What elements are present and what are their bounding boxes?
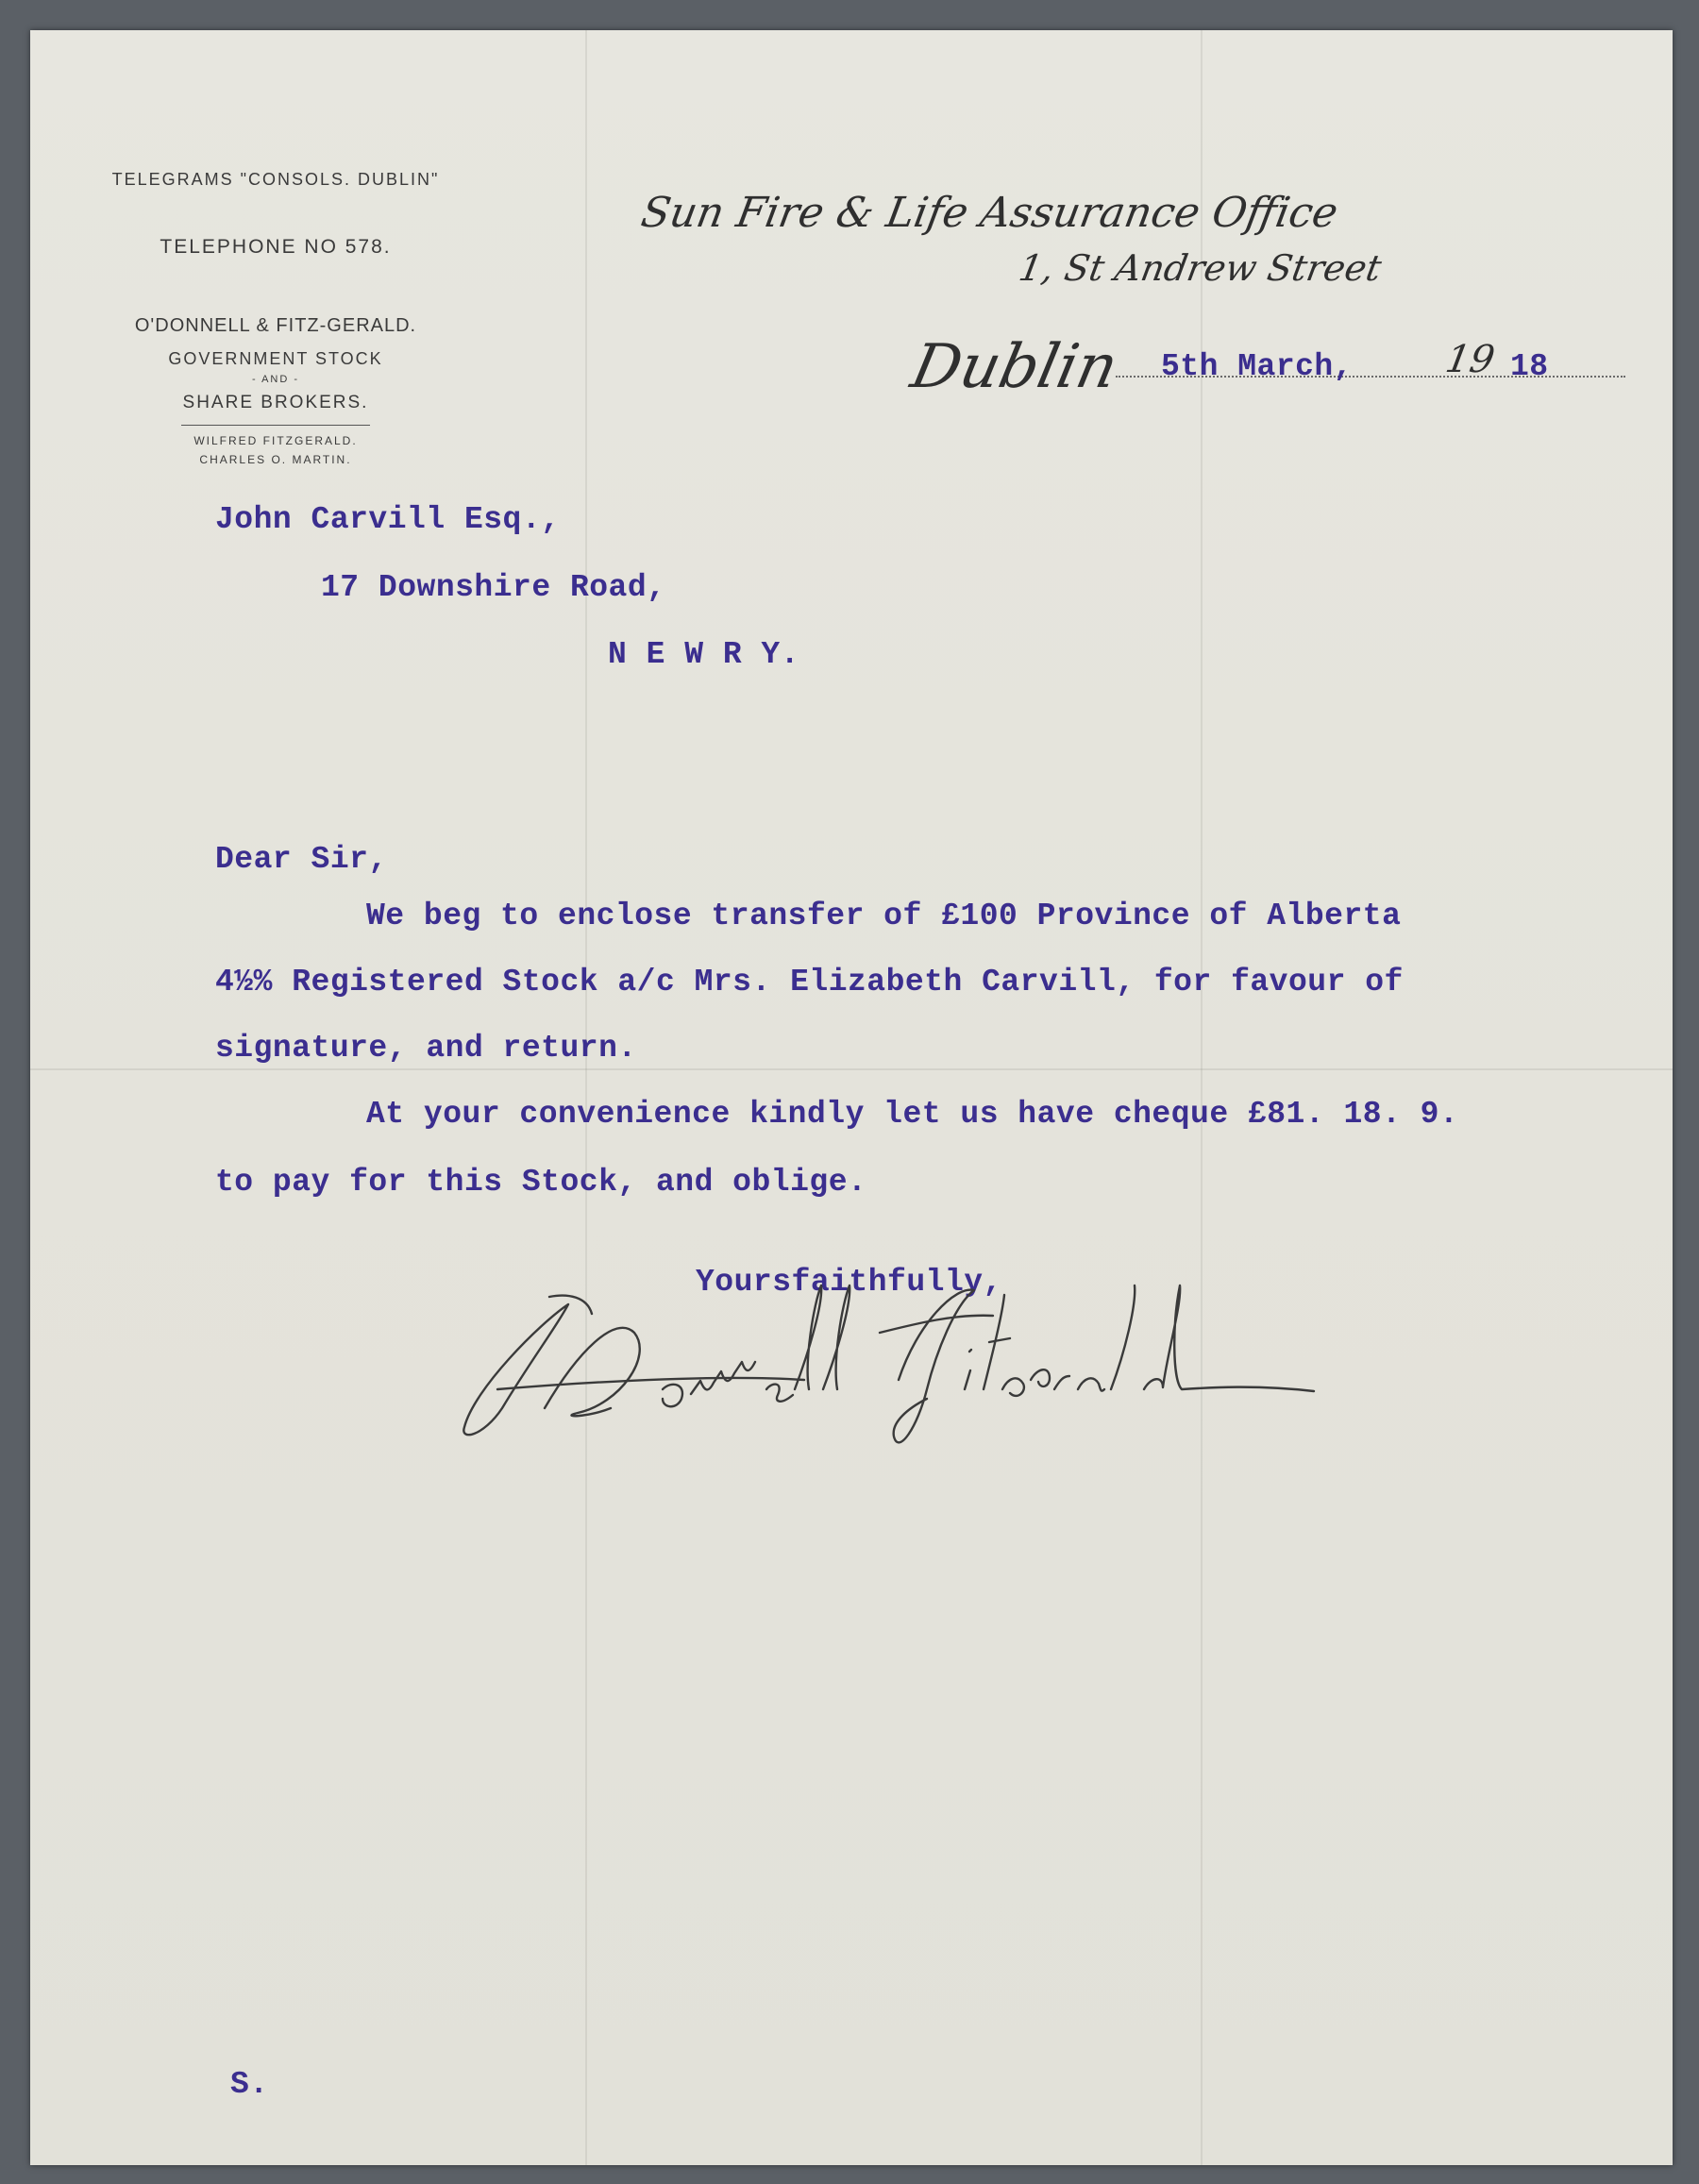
typist-initial: S.	[230, 2067, 269, 2102]
body-line-1: We beg to enclose transfer of £100 Province of Alberta	[366, 899, 1402, 933]
telephone-line: TELEPHONE NO 578.	[160, 236, 392, 258]
dateline-year-printed: 19	[1441, 338, 1498, 381]
addressee-name: John Carvill Esq.,	[215, 502, 561, 537]
partner-2: CHARLES O. MARTIN.	[199, 453, 352, 466]
business-and: - AND -	[251, 374, 300, 385]
partner-1: WILFRED FITZGERALD.	[193, 434, 358, 447]
telegrams-line: TELEGRAMS "CONSOLS. DUBLIN"	[111, 170, 440, 189]
dateline-year-typed: 18	[1510, 349, 1549, 384]
office-name: Sun Fire & Life Assurance Office	[637, 189, 1342, 237]
business-line-1: GOVERNMENT STOCK	[168, 349, 383, 368]
dateline-city: Dublin	[905, 332, 1124, 402]
salutation: Dear Sir,	[215, 842, 388, 877]
dateline-date: 5th March,	[1161, 349, 1354, 384]
body-line-5: to pay for this Stock, and oblige.	[215, 1165, 867, 1200]
fold-line-horizontal	[30, 1068, 1673, 1070]
body-line-2: 4½% Registered Stock a/c Mrs. Elizabeth Carvill, for favour of	[215, 965, 1404, 1000]
letterhead-rule	[181, 425, 370, 426]
signature	[427, 1248, 1371, 1474]
body-line-3: signature, and return.	[215, 1031, 637, 1066]
body-line-4: At your convenience kindly let us have cheque £81. 18. 9.	[366, 1097, 1459, 1132]
addressee-street: 17 Downshire Road,	[321, 570, 666, 605]
office-address: 1, St Andrew Street	[1016, 247, 1385, 289]
addressee-town: N E W R Y.	[608, 637, 800, 672]
firm-name: O'DONNELL & FITZ-GERALD.	[134, 315, 417, 336]
business-line-2: SHARE BROKERS.	[182, 393, 369, 412]
closing: Yoursfaithfully,	[696, 1265, 1002, 1300]
letter-page	[30, 30, 1673, 2165]
